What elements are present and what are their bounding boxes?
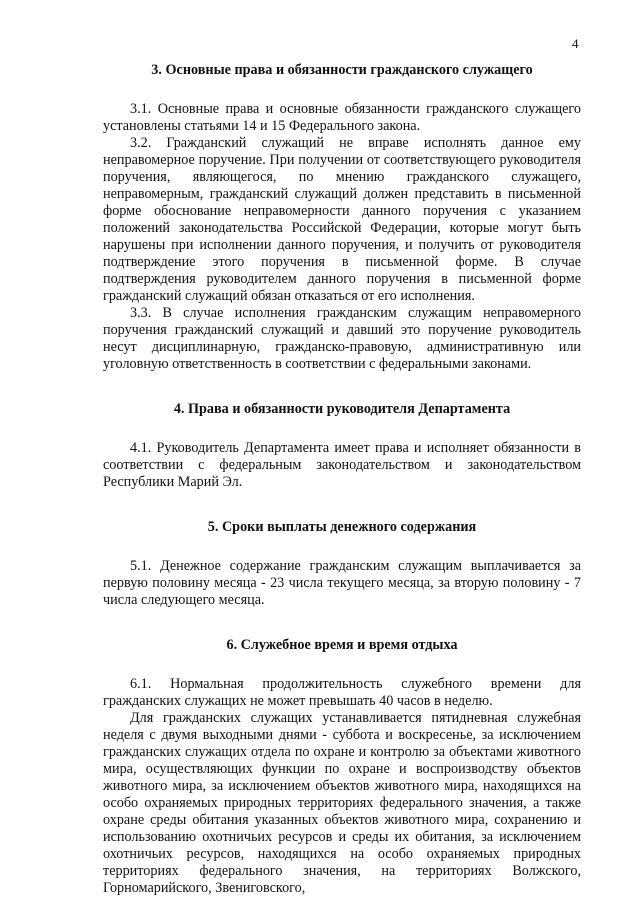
section-heading: 4. Права и обязанности руководителя Департамента bbox=[173, 401, 511, 417]
paragraph: 6.1. Нормальная продолжительность служебного времени для гражданских служащих не может превышать 40 часов в неделю. bbox=[103, 676, 581, 709]
section-5 bbox=[103, 519, 581, 609]
paragraph: 3.1. Основные права и основные обязанности гражданского служащего установлены статьями 14 и 15 Федерального закона. bbox=[103, 101, 581, 134]
section-4 bbox=[103, 401, 581, 491]
paragraph: 3.2. Гражданский служащий не вправе исполнять данное ему неправомерное поручение. При получении от соответствующего руководителя поручения, являющегося, по мнению гражданского служащего, неправомерным, гражданский служащий должен представить в письменной форме обоснование неправомерности данного поручения с указанием положений законодательства Российской Федерации, которые могут быть нарушены при исполнении данного поручения, и получить от руководителя подтверждение этого поручения в письменной форме. В случае подтверждения руководителем данного поручения в письменной форме гражданский служащий обязан отказаться от его исполнения. bbox=[103, 135, 581, 304]
paragraph: 4.1. Руководитель Департамента имеет права и исполняет обязанности в соответствии с федеральным законодательством и законодательством Республики Марий Эл. bbox=[103, 440, 581, 490]
section-heading: 5. Сроки выплаты денежного содержания bbox=[207, 519, 477, 535]
paragraph: 5.1. Денежное содержание гражданским служащим выплачивается за первую половину месяца - 23 числа текущего месяца, за вторую половину - 7 числа следующего месяца. bbox=[103, 558, 581, 608]
section-heading: 3. Основные права и обязанности гражданского служащего bbox=[151, 62, 533, 78]
paragraph: Для гражданских служащих устанавливается пятидневная служебная неделя с двумя выходными днями - суббота и воскресенье, за исключением гражданских служащих отдела по охране и контролю за объектами животного мира, осуществляющих функции по охране и воспроизводству объектов животного мира, за исключением объектов животного мира, находящихся на особо охраняемых природных территориях федерального значения, а также охране среды обитания указанных объектов животного мира, сохранению и использованию охотничьих ресурсов и среды их обитания, за исключением охотничьих ресурсов, находящихся на особо охраняемых природных территориях федерального значения, на территориях Волжского, Горномарийского, Звениговского, bbox=[103, 710, 581, 896]
page-number: 4 bbox=[572, 36, 579, 51]
section-heading: 6. Служебное время и время отдыха bbox=[226, 637, 458, 653]
document-body bbox=[103, 62, 581, 897]
section-3 bbox=[103, 62, 581, 373]
paragraph: 3.3. В случае исполнения гражданским служащим неправомерного поручения гражданский служащий и давший это поручение руководитель несут дисциплинарную, гражданско-правовую, административную или уголовную ответственность в соответствии с федеральными законами. bbox=[103, 305, 581, 372]
section-6 bbox=[103, 637, 581, 897]
